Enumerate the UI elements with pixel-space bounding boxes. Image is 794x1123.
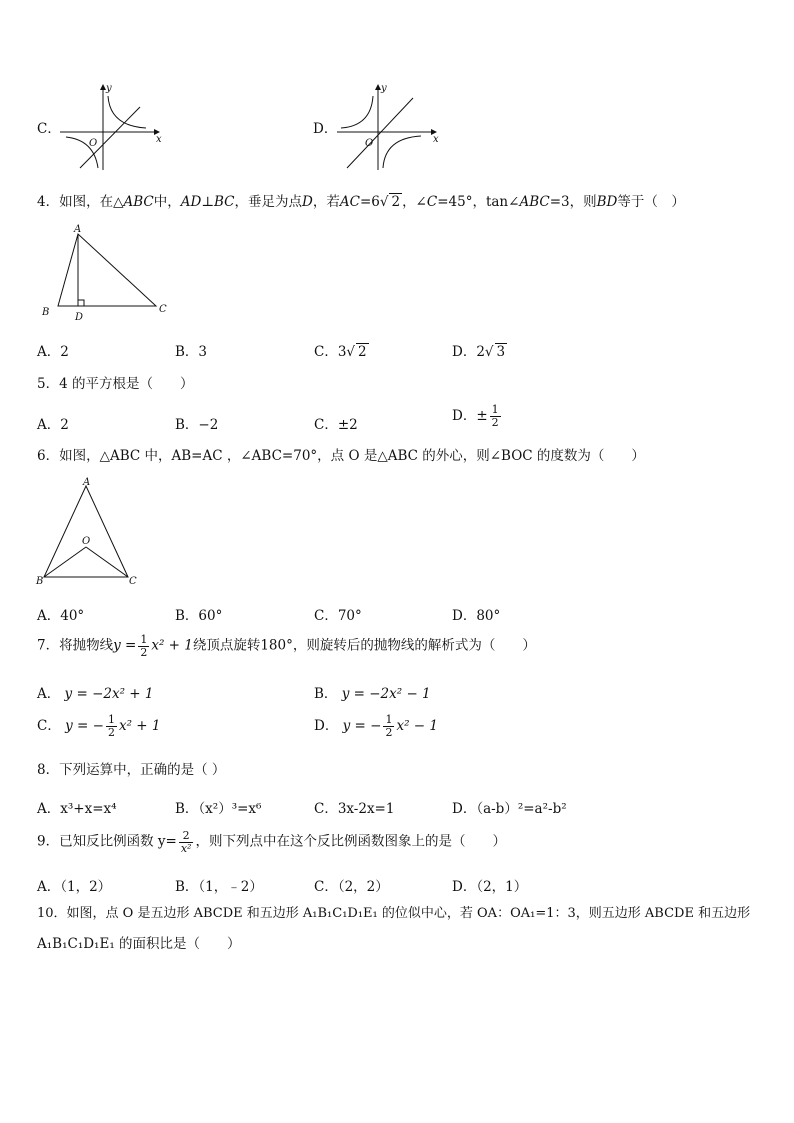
q4-option-a: A．2	[37, 344, 69, 360]
q6-option-d: D．80°	[452, 608, 501, 624]
q6-label-c: C	[129, 576, 137, 587]
q5-option-c: C．±2	[314, 417, 358, 433]
q4-option-d: D．2√ 3	[452, 344, 506, 360]
q8-option-a: A．x³+x=x⁴	[37, 801, 117, 817]
q6-option-a: A．40°	[37, 608, 85, 624]
q4-option-b: B．3	[175, 344, 208, 360]
q7-option-c: C． y = − $\frac{1}{2}$ x² + 1	[37, 713, 161, 739]
q4-stem: 4．如图，在△ABC中，AD⊥BC，垂足为点D，若AC=6√ 2 ，∠C=45°，tan∠ABC=3，则BD等于（ ）	[37, 194, 685, 210]
q8-stem: 8．下列运算中，正确的是（ ）	[37, 762, 226, 778]
q9-option-b: B．（1，﹣2）	[175, 879, 263, 895]
q5-option-a: A．2	[37, 417, 69, 433]
q5-option-b: B．−2	[175, 417, 219, 433]
q10-stem-line2: A₁B₁C₁D₁E₁ 的面积比是（ ）	[37, 936, 241, 952]
q3c-origin-label: O	[89, 138, 98, 149]
q7-option-d: D． y = − $\frac{1}{2}$ x² − 1	[314, 713, 438, 739]
q3-option-d-label: D．	[313, 121, 338, 137]
q8-option-d: D．（a-b）²=a²-b²	[452, 801, 567, 817]
q4-label-d: D	[75, 312, 84, 323]
q4-label-b: B	[42, 307, 50, 318]
q3-graph-d	[335, 82, 445, 172]
q4-triangle-figure	[38, 220, 178, 325]
q10-stem-line1: 10．如图，点 O 是五边形 ABCDE 和五边形 A₁B₁C₁D₁E₁ 的位似中心，若 OA：OA₁=1：3，则五边形 ABCDE 和五边形	[37, 906, 751, 921]
q7-option-b: B． y = −2x² − 1	[314, 686, 431, 702]
q9-stem: 9．已知反比例函数 y= $\frac{2}{\text{x²}}$ ，则下列点中在这个反比例函数图象上的是（ ）	[37, 829, 506, 855]
q3-option-c-label: C．	[37, 121, 61, 137]
q6-stem: 6．如图，△ABC 中，AB=AC ，∠ABC=70°，点 O 是△ABC 的外心，则∠BOC 的度数为（ ）	[37, 448, 645, 464]
q3-graph-c	[58, 82, 168, 172]
q3d-x-label: x	[433, 134, 439, 145]
q3d-y-label: y	[381, 83, 387, 94]
q6-option-b: B．60°	[175, 608, 223, 624]
q8-option-c: C．3x-2x=1	[314, 801, 395, 817]
q4-label-c: C	[159, 304, 167, 315]
q7-option-a: A． y = −2x² + 1	[37, 686, 154, 702]
q9-option-a: A．（1，2）	[37, 879, 112, 895]
q6-option-c: C．70°	[314, 608, 362, 624]
q3c-y-label: y	[106, 83, 112, 94]
q5-stem: 5．4 的平方根是（ ）	[37, 376, 194, 392]
q5-option-d: D．± $\frac{1}{2}$	[452, 403, 499, 429]
q8-option-b: B．（x²）³=x⁶	[175, 801, 262, 817]
q7-stem: 7．将抛物线y = $\frac{1}{2}$ x² + 1绕顶点旋转180°，则旋转后的抛物线的解析式为（ ）	[37, 633, 536, 659]
q6-triangle-figure	[36, 476, 148, 588]
q3c-x-label: x	[156, 134, 162, 145]
q4-option-c: C．3√ 2	[314, 344, 367, 360]
q6-label-b: B	[36, 576, 44, 587]
q4-label-a: A	[74, 224, 82, 235]
q6-label-o: O	[82, 536, 91, 547]
q3d-origin-label: O	[365, 138, 374, 149]
q9-option-c: C．（2，2）	[314, 879, 389, 895]
q9-option-d: D．（2，1）	[452, 879, 528, 895]
q6-label-a: A	[83, 477, 91, 488]
